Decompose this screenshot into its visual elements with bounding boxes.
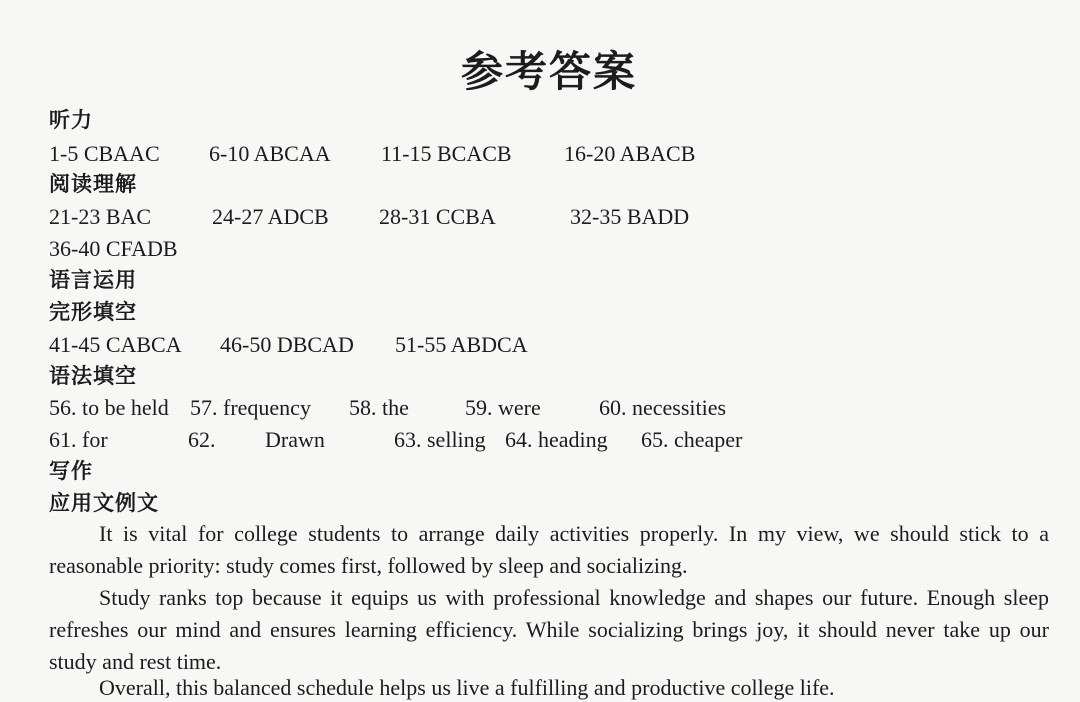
answer-item: 62. [188, 427, 216, 452]
section-heading-language-use: 语言运用 [49, 268, 137, 292]
answer-group: 28-31 CCBA [379, 204, 496, 229]
answer-group: 41-45 CABCA [49, 332, 182, 357]
answer-group: 6-10 ABCAA [209, 141, 331, 166]
answer-group: 11-15 BCACB [381, 141, 512, 166]
answer-group: 36-40 CFADB [49, 236, 178, 261]
answer-group: 32-35 BADD [570, 204, 690, 229]
answer-item: 58. the [349, 395, 409, 420]
section-heading-reading: 阅读理解 [49, 172, 137, 196]
answer-item: 65. cheaper [641, 427, 743, 452]
essay-paragraph: It is vital for college students to arrange daily activities properly. In my view, we should stick to a reasonable priority: study comes first, followed by sleep and socializing. [49, 521, 1049, 578]
answer-group: 1-5 CBAAC [49, 141, 160, 166]
section-subheading-sample-essay: 应用文例文 [49, 491, 159, 515]
answer-group: 16-20 ABACB [564, 141, 696, 166]
answer-item: 56. to be held [49, 395, 169, 420]
answer-group: 24-27 ADCB [212, 204, 329, 229]
essay-paragraph: Study ranks top because it equips us with professional knowledge and shapes our future. Enough sleep refreshes our mind and ensures learning efficiency. While socializing brings joy, it should never take up our study and rest time. [49, 585, 1049, 674]
page-title: 参考答案 [460, 47, 637, 96]
section-heading-listening: 听力 [49, 108, 93, 132]
answer-item: 59. were [465, 395, 541, 420]
answer-item: 61. for [49, 427, 108, 452]
answer-group: 21-23 BAC [49, 204, 152, 229]
answer-group: 51-55 ABDCA [395, 332, 528, 357]
answer-item: 60. necessities [599, 395, 727, 420]
answer-item: Drawn [265, 427, 325, 452]
answer-item: 57. frequency [190, 395, 311, 420]
section-heading-grammar: 语法填空 [49, 364, 137, 388]
answer-group: 46-50 DBCAD [220, 332, 354, 357]
answer-item: 64. heading [505, 427, 608, 452]
section-heading-writing: 写作 [49, 459, 93, 483]
answer-item: 63. selling [394, 427, 486, 452]
section-heading-cloze: 完形填空 [49, 300, 137, 324]
essay-paragraph-cut-off: Overall, this balanced schedule helps us live a fulfilling and productive college life. [99, 675, 835, 700]
